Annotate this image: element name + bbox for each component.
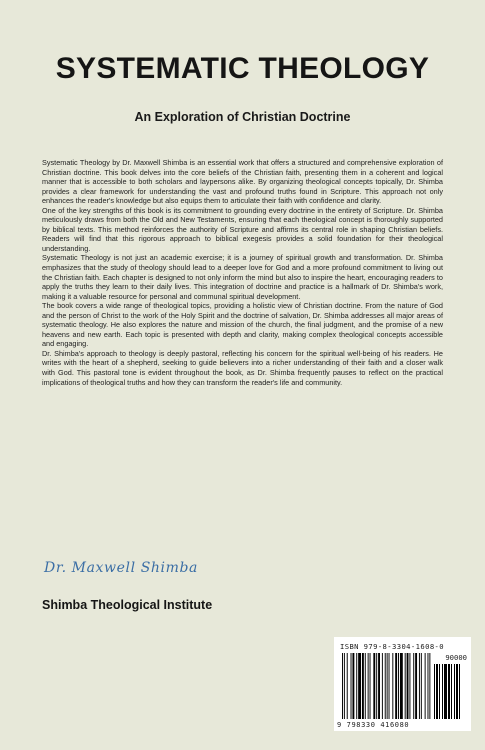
barcode-bar: [347, 653, 348, 719]
barcode-bar: [413, 653, 414, 719]
description-paragraph-1: Systematic Theology by Dr. Maxwell Shimba is an essential work that offers a structured and comprehensive exploration of Christian doctrine. This book delves into the core beliefs of the Christian faith, presenting them in a coherent and logical manner that is accessible to both scholars and laypersons alike. By organizing theological concepts topically, Dr. Shimba provides a clear framework for understanding the vast and profound truths found in Scripture. This approach not only enhances the reader's knowledge but also equips them to articulate their faith with confidence and clarity.: [42, 158, 443, 206]
book-title: SYSTEMATIC THEOLOGY: [55, 52, 430, 85]
addon-barcode-bars: [434, 664, 466, 719]
barcode-bar: [368, 653, 369, 719]
barcode-bar: [428, 653, 429, 719]
barcode-bar: [385, 653, 386, 719]
barcode-bar: [436, 664, 438, 719]
barcode-bar: [429, 653, 430, 719]
book-subtitle: An Exploration of Christian Doctrine: [134, 110, 351, 124]
barcode-bar: [421, 653, 422, 719]
barcode-bar: [352, 653, 354, 719]
barcode-bar: [415, 653, 417, 719]
description-paragraph-4: The book covers a wide range of theological topics, providing a holistic view of Christian doctrine. From the nature of God and the person of Christ to the work of the Holy Spirit and the doctrine of salvation, Dr. Shimba addresses all major areas of systematic theology. He also explores the nature and mission of the church, the final judgment, and the promise of a new heavens and new earth. Each topic is presented with depth and clarity, making complex theological concepts accessible and engaging.: [42, 301, 443, 349]
publisher-name: Shimba Theological Institute: [42, 598, 213, 612]
isbn-barcode: [334, 637, 471, 731]
barcode-bar: [434, 664, 435, 719]
barcode-bar: [392, 653, 393, 719]
barcode-bar: [409, 653, 410, 719]
barcode-bar: [342, 653, 343, 719]
barcode-bar: [362, 653, 364, 719]
barcode-bar: [419, 653, 420, 719]
description-paragraph-3: Systematic Theology is not just an academic exercise; it is a journey of spiritual growth and transformation. Dr. Shimba emphasizes that the study of theology should lead to a deeper love for God and a more profound commitment to living out the Christian faith. Each chapter is designed to not only inform the mind but also to inspire the heart, encouraging readers to apply the truths they learn to their daily lives. This integration of doctrine and practice is a hallmark of Dr. Shimba's work, making it a valuable resource for personal and communal spiritual development.: [42, 253, 443, 301]
barcode-bar: [395, 653, 397, 719]
barcode-bar: [356, 653, 357, 719]
barcode-bar: [378, 653, 380, 719]
barcode-bar: [389, 653, 390, 719]
barcode-bar: [370, 653, 371, 719]
barcode-bar: [344, 653, 345, 719]
barcode-bar: [425, 653, 426, 719]
barcode-bar: [442, 664, 443, 719]
barcode-bar: [444, 664, 447, 719]
barcode-bar: [454, 664, 455, 719]
barcode-bar: [376, 653, 377, 719]
barcode-bar: [382, 653, 383, 719]
barcode-number: 9 798330 416080: [337, 721, 410, 729]
description-paragraph-2: One of the key strengths of this book is its commitment to grounding every doctrine in the entirety of Scripture. Dr. Shimba meticulously draws from both the Old and New Testaments, ensuring that each theological concept is thoroughly supported by biblical texts. This method reinforces the authority of Scripture and affirms its central role in shaping Christian beliefs. Readers will find that this rigorous approach to biblical exegesis provides a solid foundation for their theological understanding.: [42, 205, 443, 253]
barcode-bar: [459, 664, 460, 719]
description-paragraph-5: Dr. Shimba's approach to theology is deeply pastoral, reflecting his concern for the spiritual well-being of his readers. He writes with the heart of a shepherd, seeking to guide believers into a richer understanding of their faith and a closer walk with God. This pastoral tone is evident throughout the book, as Dr. Shimba frequently pauses to reflect on the practical implications of theological truths and how they can transform the reader's life and community.: [42, 348, 443, 387]
barcode-bar: [405, 653, 406, 719]
barcode-bar: [398, 653, 399, 719]
barcode-bar: [407, 653, 409, 719]
barcode-bar: [351, 653, 352, 719]
isbn-label: ISBN 979-8-3304-1608-0: [340, 642, 444, 651]
barcode-bar: [451, 664, 452, 719]
barcode-bar: [358, 653, 361, 719]
author-signature: Dr. Maxwell Shimba: [44, 560, 198, 576]
ean-barcode-bars: [342, 653, 432, 719]
barcode-bar: [456, 664, 458, 719]
barcode-bar: [387, 653, 388, 719]
barcode-addon-number: 90000: [445, 653, 467, 662]
barcode-bar: [448, 664, 450, 719]
barcode-bar: [400, 653, 403, 719]
barcode-bar: [365, 653, 366, 719]
barcode-bar: [373, 653, 375, 719]
barcode-bar: [439, 664, 440, 719]
back-cover-description: [42, 158, 443, 387]
